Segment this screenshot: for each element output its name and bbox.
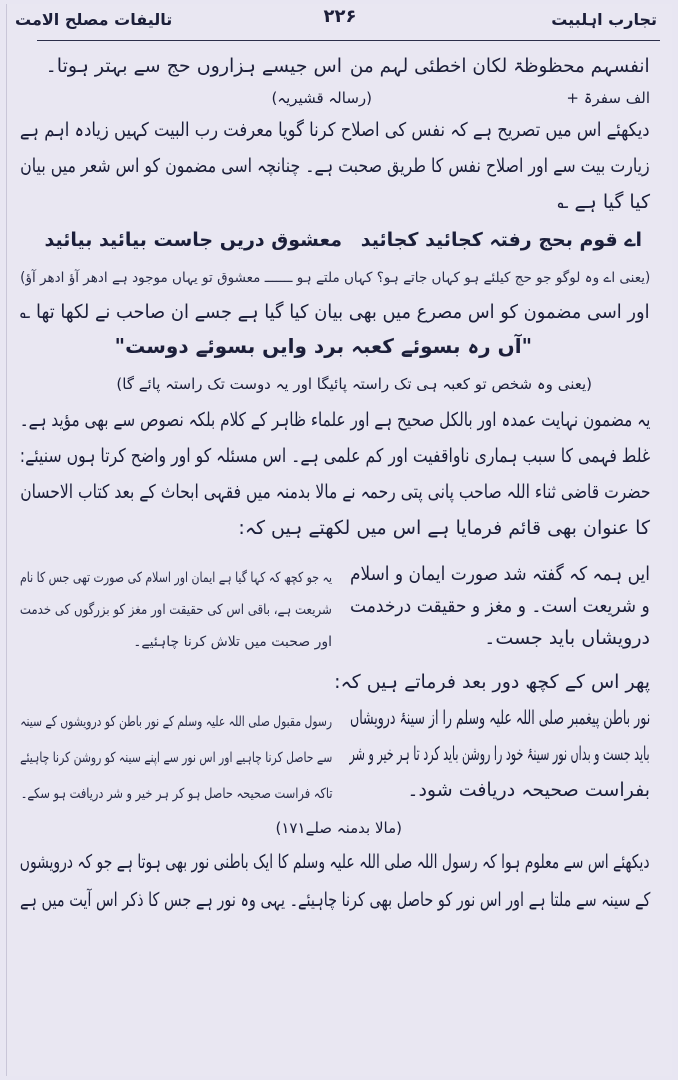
paragraph-line: یہ مضمون نہایت عمدہ اور بالکل صحیح ہے اور علماء ظاہر کے کلام بلکہ نصوص سے بھی مؤید ہے۔ — [19, 409, 650, 431]
urdu-translation-line-1: یہ جو کچھ کہ کہا گیا ہے ایمان اور اسلام کی صورت تھی جس کا نام — [19, 570, 332, 586]
paragraph-line: پھر اس کے کچھ دور بعد فرماتے ہیں کہ: — [334, 671, 650, 693]
arabic-quote-line-1: انفسہم محظوظۃ لکان اخطئی لہم من — [350, 55, 650, 77]
couplet-first-hemistich: اے قوم بحج رفتہ کجائید کجائید — [360, 229, 642, 251]
paragraph-line: زیارت بیت سے اور اصلاح نفس کا طریق صحبت ہے۔ چنانچہ اسی مضمون کو اس شعر میں بیان — [20, 155, 650, 177]
paragraph-line: حضرت قاضی ثناء اللہ صاحب پانی پتی رحمہ نے مالا بدمنہ میں فقہی ابحاث کے بعد کتاب الاحسان — [19, 481, 650, 503]
arabic-quote-line-2: الف سفرۃ + — [566, 89, 650, 107]
header-rule — [37, 40, 660, 41]
persian-quote-line-5: باید جست و بداں نور سینۂ خود را روشن باید کرد تا ہر خیر و شر — [350, 743, 650, 765]
urdu-translation-line-4: رسول مقبول صلی اللہ علیہ وسلم کے نور باطن کو درویشوں کے سینہ — [20, 714, 332, 730]
hemistich-translation: (یعنی وہ شخص تو کعبہ ہی تک راستہ پائیگا اور یہ دوست تک راستہ پائے گا) — [116, 375, 592, 393]
source-reference: (مالا بدمنہ صلے۱۷۱) — [275, 819, 402, 837]
persian-quote-line-2: و شریعت است۔ و مغز و حقیقت درخدمت — [350, 595, 650, 617]
paragraph-line: اور اسی مضمون کو اس مصرع میں بھی بیان کیا گیا ہے جسے ان صاحب نے لکھا تھا ؎ — [20, 301, 650, 323]
page-header — [7, 4, 673, 40]
paragraph-line: کا عنوان بھی قائم فرمایا ہے اس میں لکھتے ہیں کہ: — [238, 517, 650, 539]
urdu-translation-line-5: سے حاصل کرنا چاہیے اور اس نور سے اپنے سینہ کو روشن کرنا چاہیئے — [19, 750, 332, 766]
urdu-translation-line-3: اور صحبت میں تلاش کرنا چاہئیے۔ — [133, 634, 332, 650]
book-title-header: تجارب اہلبیت — [551, 10, 657, 29]
urdu-translation-line-2: شریعت ہے، باقی اس کی حقیقت اور مغز کو بزرگوں کی خدمت — [20, 602, 332, 618]
paragraph-line: دیکھئے اس میں تصریح ہے کہ نفس کی اصلاح کرنا گویا معرفت رب البیت کہیں زیادہ اہم ہے — [20, 119, 650, 141]
translation-line-1: اس جیسے ہزاروں حج سے بہتر ہوتا۔ — [45, 55, 342, 77]
couplet-translation: (یعنی اے وہ لوگو جو حج کیلئے ہو کہاں جاتے ہو؟ کہاں ملتے ہو ـــــــ معشوق تو یہاں موجود ہے ادھر آؤ ادھر آؤ) — [19, 270, 650, 286]
couplet-second-hemistich: معشوق دریں جاست بیائید بیائید — [44, 229, 342, 251]
hemistich-quote: "آں رہ بسوئے کعبہ برد وایں بسوئے دوست" — [114, 334, 532, 358]
persian-quote-line-6: بفراست صحیحہ دریافت شود۔ — [407, 779, 650, 801]
series-title-header: تالیفات مصلح الامت — [15, 10, 173, 29]
urdu-translation-line-6: تاکہ فراست صحیحہ حاصل ہو کر ہر خیر و شر دریافت ہو سکے۔ — [20, 786, 332, 802]
book-page — [6, 4, 672, 1076]
paragraph-line: کیا گیا ہے ؎ — [557, 191, 650, 213]
persian-quote-line-1: ایں ہمہ کہ گفتہ شد صورت ایمان و اسلام — [349, 563, 650, 585]
page-number: ۲۲۶ — [323, 6, 357, 27]
paragraph-line: غلط فہمی کا سبب ہماری ناواقفیت اور کم علمی ہے۔ اس مسئلہ کو اور واضح کرتا ہوں سنیئے: — [19, 445, 650, 467]
paragraph-line: کے سینہ سے ملتا ہے اور اس نور کو حاصل بھی کرنا چاہیئے۔ یہی وہ نور ہے جس کا ذکر اس آیت میں ہے — [19, 889, 650, 911]
persian-quote-line-3: درویشاں باید جست۔ — [484, 627, 650, 649]
persian-quote-line-4: نور باطن پیغمبر صلی اللہ علیہ وسلم را از سینۂ درویشاں — [349, 707, 650, 729]
source-reference: (رسالہ قشیریہ) — [271, 89, 372, 107]
paragraph-line: دیکھئے اس سے معلوم ہوا کہ رسول اللہ صلی اللہ علیہ وسلم کا ایک باطنی نور بھی ہوتا ہے جو کہ درویشوں — [20, 851, 650, 873]
